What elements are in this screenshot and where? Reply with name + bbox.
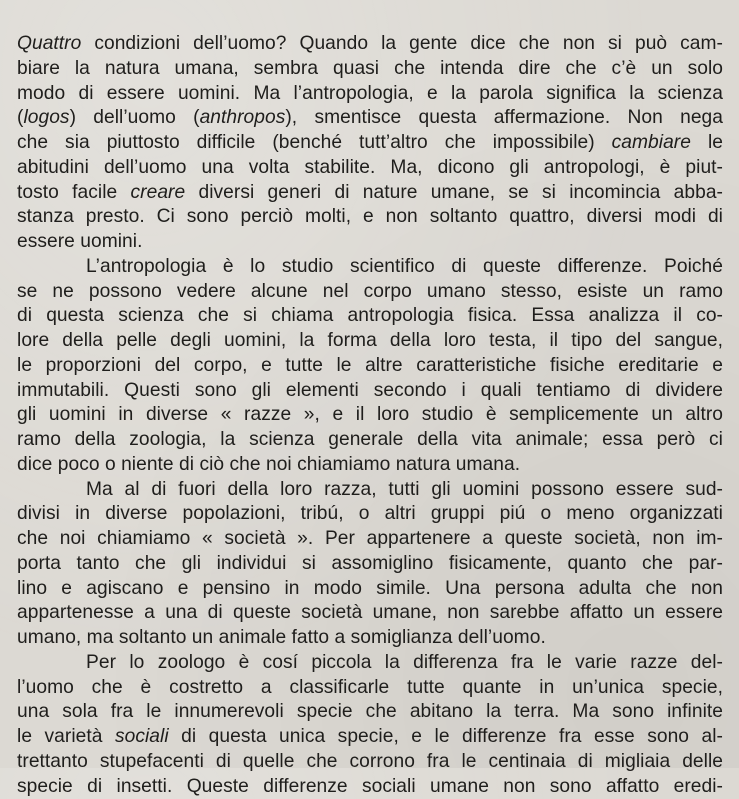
text-line (17, 601, 723, 626)
text-line (17, 453, 723, 478)
text-run: l’uomo che è costretto a classificarle tutte quante in un’unica specie, (17, 677, 723, 698)
text-run: se ne possono vedere alcune nel corpo umano stesso, esiste un ramo (17, 281, 723, 302)
text-line (17, 131, 723, 156)
text-line (17, 428, 723, 453)
text-line (17, 304, 723, 329)
paragraph (17, 32, 723, 255)
text-run: le varietà (17, 726, 115, 747)
paragraph (17, 255, 723, 478)
text-run: diversi generi di nature umane, se si incomincia abba- (185, 182, 723, 203)
text-run: ( (17, 107, 23, 128)
text-line (17, 106, 723, 131)
text-run: appartenesse a una di queste società umane, non sarebbe affatto un essere (17, 602, 723, 623)
text-run: lino e agiscano e pensino in modo simile. Una persona adulta che non (17, 578, 723, 599)
text-run: modo di essere uomini. Ma l’antropologia, e la parola significa la scienza (17, 83, 723, 104)
text-run: umano, ma soltanto un animale fatto a somiglianza dell’uomo. (17, 627, 546, 648)
text-run: ramo della zoologia, la scienza generale della vita animale; essa però ci (17, 429, 723, 450)
text-run: di questa unica specie, e le differenze fra esse sono al- (169, 726, 723, 747)
paragraph (17, 651, 723, 799)
italic-text: cambiare (612, 132, 691, 153)
text-run: gli uomini in diverse « razze », e il loro studio è semplicemente un altro (17, 404, 723, 425)
text-run: le (691, 132, 723, 153)
text-line (17, 181, 723, 206)
text-run: trettanto stupefacenti di quelle che corrono fra le centinaia di migliaia delle (17, 751, 723, 772)
text-run: stanza presto. Ci sono perciò molti, e non soltanto quattro, diversi modi di (17, 206, 723, 227)
italic-text: anthropos (200, 107, 286, 128)
italic-text: logos (23, 107, 69, 128)
text-run: abitudini dell’uomo una volta stabilite. Ma, dicono gli antropologi, è piut- (17, 157, 723, 178)
text-run: dice poco o niente di ciò che noi chiamiamo natura umana. (17, 454, 520, 475)
text-line (17, 205, 723, 230)
text-line (17, 502, 723, 527)
text-line (17, 32, 723, 57)
text-run: biare la natura umana, sembra quasi che intenda dire che c’è un solo (17, 58, 723, 79)
text-run: tosto facile (17, 182, 131, 203)
text-line (17, 478, 723, 503)
text-line (17, 354, 723, 379)
text-run: L’antropologia è lo studio scientifico di queste differenze. Poiché (86, 256, 723, 277)
text-run: che noi chiamiamo « società ». Per appartenere a queste società, non im- (17, 528, 723, 549)
text-run: condizioni dell’uomo? Quando la gente dice che non si può cam- (81, 33, 723, 54)
text-line (17, 403, 723, 428)
text-line (17, 527, 723, 552)
text-run: immutabili. Questi sono gli elementi secondo i quali tentiamo di dividere (17, 380, 723, 401)
text-line (17, 280, 723, 305)
text-line (17, 156, 723, 181)
text-line (17, 329, 723, 354)
text-run: specie di insetti. Queste differenze sociali umane non sono affatto eredi- (17, 776, 723, 797)
text-line (17, 552, 723, 577)
text-run: le proporzioni del corpo, e tutte le altre caratteristiche fisiche ereditarie e (17, 355, 723, 376)
text-line (17, 577, 723, 602)
text-line (17, 255, 723, 280)
text-line (17, 725, 723, 750)
text-line (17, 82, 723, 107)
text-run: lore della pelle degli uomini, la forma della loro testa, il tipo del sangue, (17, 330, 723, 351)
text-run: divisi in diverse popolazioni, tribú, o altri gruppi piú o meno organizzati (17, 503, 723, 524)
paragraph (17, 478, 723, 651)
italic-text: Quattro (17, 33, 81, 54)
text-run: di questa scienza che si chiama antropologia fisica. Essa analizza il co- (17, 305, 723, 326)
text-line (17, 626, 723, 651)
text-line (17, 750, 723, 775)
text-line (17, 775, 723, 799)
text-run: Per lo zoologo è cosí piccola la differenza fra le varie razze del- (86, 652, 723, 673)
text-run: essere uomini. (17, 231, 142, 252)
italic-text: creare (131, 182, 186, 203)
text-line (17, 651, 723, 676)
text-line (17, 700, 723, 725)
text-line (17, 379, 723, 404)
text-run: una sola fra le innumerevoli specie che abitano la terra. Ma sono infinite (17, 701, 723, 722)
text-run: che sia piuttosto difficile (benché tutt’altro che impossibile) (17, 132, 612, 153)
text-line (17, 676, 723, 701)
text-run: ) dell’uomo ( (70, 107, 200, 128)
text-line (17, 57, 723, 82)
italic-text: sociali (115, 726, 169, 747)
text-run: Ma al di fuori della loro razza, tutti gli uomini possono essere sud- (86, 479, 723, 500)
text-run: ), smentisce questa affermazione. Non nega (285, 107, 723, 128)
book-page-text (17, 32, 723, 799)
text-line (17, 230, 723, 255)
text-run: porta tanto che gli individui si assomiglino fisicamente, quanto che par- (17, 553, 723, 574)
